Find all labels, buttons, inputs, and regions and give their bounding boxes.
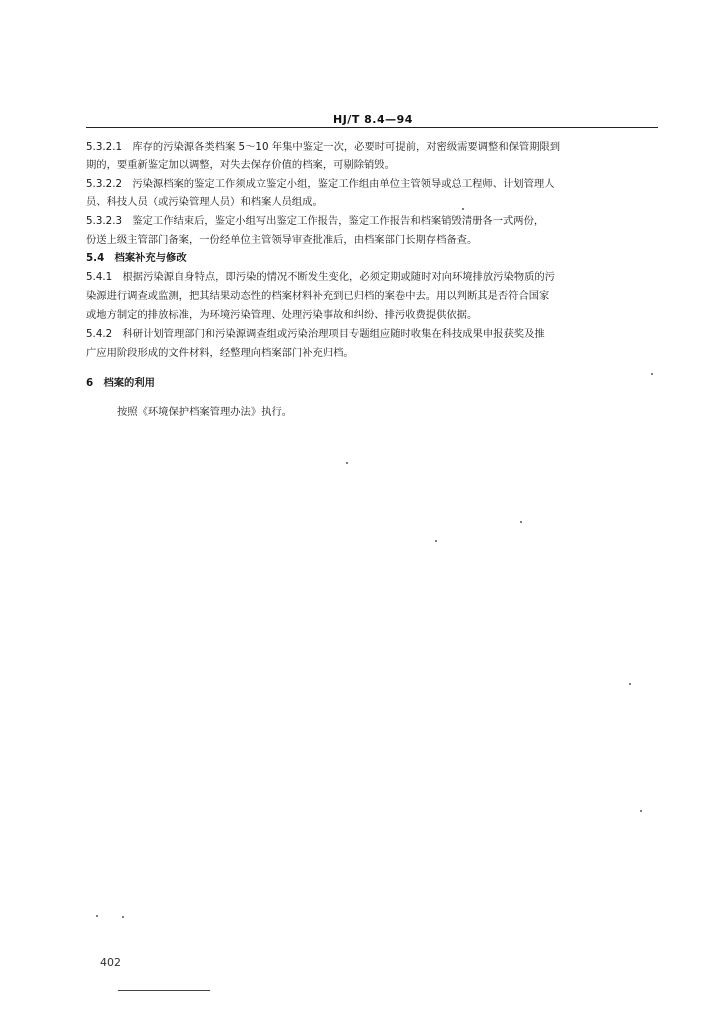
scan-speck <box>435 540 437 542</box>
footer-rule <box>118 990 210 991</box>
scan-speck <box>96 915 98 917</box>
clause-5-3-2-1-line-2: 期的，要重新鉴定加以调整，对失去保存价值的档案，可剔除销毁。 <box>86 159 395 171</box>
scan-speck <box>122 916 124 918</box>
clause-5-4-1-line-1: 5.4.1 根据污染源自身特点，即污染的情况不断发生变化，必须定期或随时对向环境排放污染物质的污 <box>86 271 555 283</box>
clause-5-4-1-line-2: 染源进行调查或监测，把其结果动态性的档案材料补充到已归档的案卷中去。用以判断其是否符合国家 <box>86 290 550 302</box>
clause-5-4-2-line-2: 广应用阶段形成的文件材料，经整理向档案部门补充归档。 <box>86 347 354 359</box>
section-5-4-heading: 5.4 档案补充与修改 <box>86 252 187 264</box>
section-6-text: 按照《环境保护档案管理办法》执行。 <box>117 406 293 418</box>
scan-speck <box>640 810 642 812</box>
scan-speck <box>462 208 464 210</box>
clause-5-3-2-2-line-1: 5.3.2.2 污染源档案的鉴定工作须成立鉴定小组，鉴定工作组由单位主管领导或总工程师、计划管理人 <box>86 178 555 190</box>
clause-5-4-1-line-3: 或地方制定的排放标准，为环境污染管理、处理污染事故和纠纷、排污收费提供依据。 <box>86 309 478 321</box>
page-number: 402 <box>100 956 121 969</box>
header-rule <box>86 127 658 128</box>
scan-speck <box>520 521 522 523</box>
section-6-heading: 6 档案的利用 <box>86 377 155 389</box>
clause-5-4-2-line-1: 5.4.2 科研计划管理部门和污染源调查组或污染治理项目专题组应随时收集在科技成果申报获奖及推 <box>86 328 545 340</box>
clause-5-3-2-3-line-2: 份送上级主管部门备案，一份经单位主管领导审查批准后，由档案部门长期存档备查。 <box>86 234 478 246</box>
scan-speck <box>651 373 653 375</box>
scan-speck <box>629 683 631 685</box>
clause-5-3-2-1-line-1: 5.3.2.1 库存的污染源各类档案 5～10 年集中鉴定一次，必要时可提前，对密级需要调整和保管期限到 <box>86 141 561 153</box>
clause-5-3-2-2-line-2: 员、科技人员（或污染管理人员）和档案人员组成。 <box>86 196 323 208</box>
scan-speck <box>346 462 348 464</box>
standard-code-header: HJ/T 8.4—94 <box>333 113 413 126</box>
clause-5-3-2-3-line-1: 5.3.2.3 鉴定工作结束后，鉴定小组写出鉴定工作报告，鉴定工作报告和档案销毁清册各一式两份， <box>86 215 545 227</box>
